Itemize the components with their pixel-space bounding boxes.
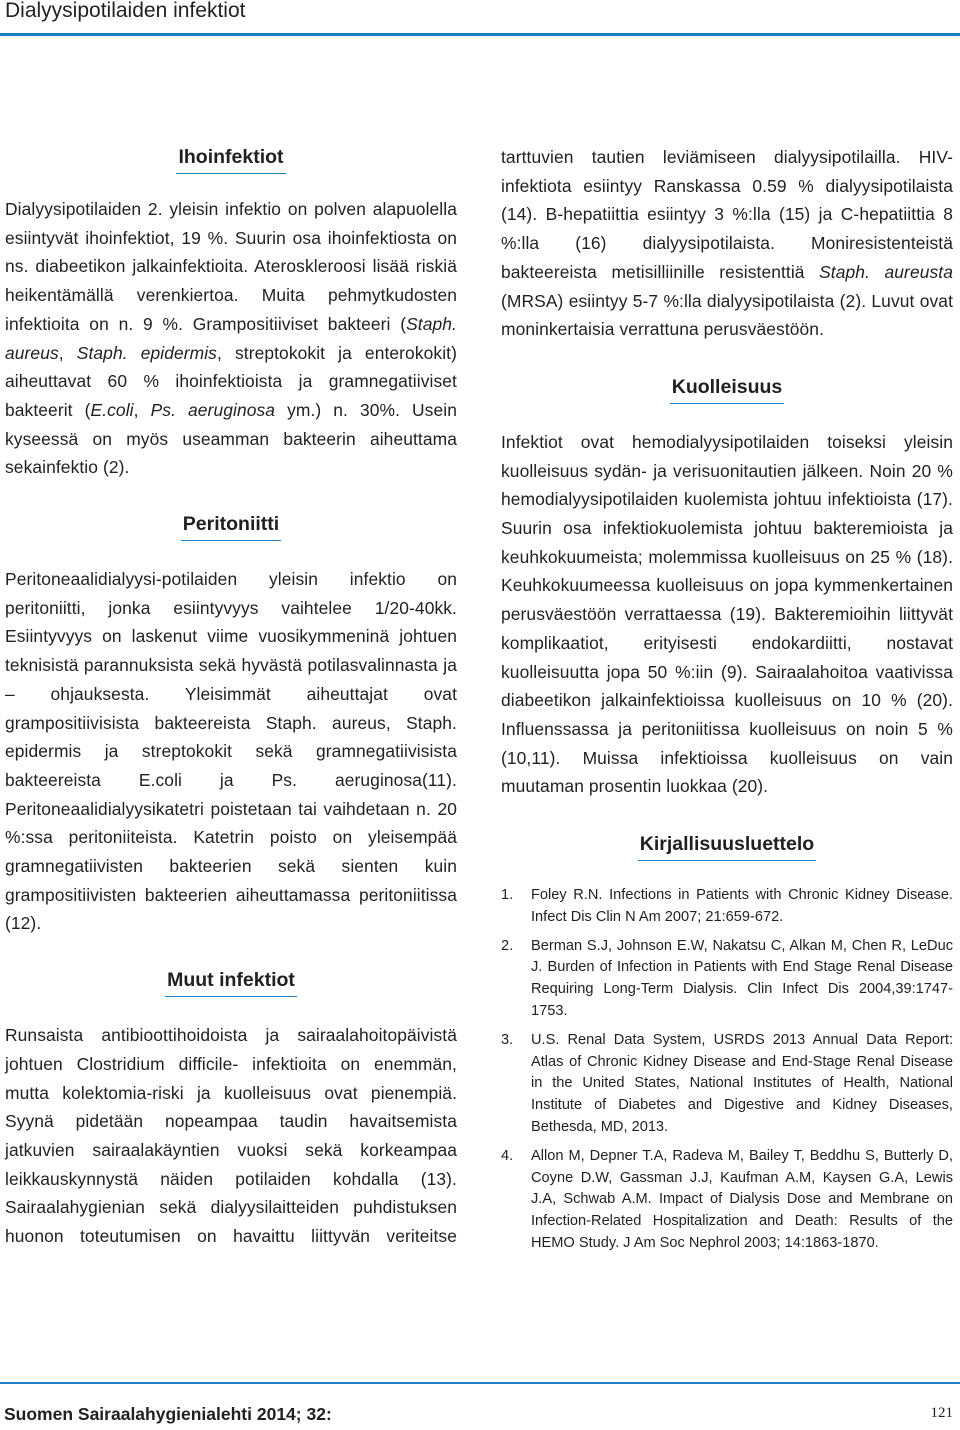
reference-text: Allon M, Depner T.A, Radeva M, Bailey T, Beddhu S, Butterly D, Coyne D.W, Gassman J.J, Kaufman A.M, Kaysen G.A, Lewis J.A, Schwab A.M. Impact of Dialysis Dose and Membrane on Infection-Related Hospitalization and Death: Results of the HEMO Study. J Am Soc Nephrol 2003; 14:1863-1870. [531, 1147, 953, 1252]
reference-item [501, 936, 953, 1023]
paragraph-other-infections: Runsaista antibioottihoidoista ja sairaalahoitopäivistä johtuen Clostridium difficile- infektioita on enemmän, mutta kolektomia-riski ja kuolleisuus ovat pienempiä. Syynä pidetään nopeampaa taudin havaitsemista jatkuvien sairaalakäyntien vuoksi sekä korkeampaa leikkauskynnystä näiden potilaiden kohdalla (13). Sairaalahygienian sekä dialyysilaitteiden puhdistuksen huonon toteutumisen on havaittu liittyvän veriteitse [5, 1025, 457, 1247]
reference-text: Berman S.J, Johnson E.W, Nakatsu C, Alkan M, Chen R, LeDuc J. Burden of Infection in Patients with End Stage Renal Disease Requiring Long-Term Dialysis. Clin Infect Dis 2004,39:1747-1753. [531, 937, 953, 1020]
header-rule [0, 33, 960, 36]
reference-item [501, 885, 953, 929]
reference-number: 3. [501, 1031, 514, 1048]
footer-journal-title: Suomen Sairaalahygienialehti 2014; 32: [4, 1404, 332, 1424]
reference-item [501, 1030, 953, 1139]
reference-list [501, 885, 953, 1255]
paragraph-mortality: Infektiot ovat hemodialyysipotilaiden toiseksi yleisin kuolleisuus sydän- ja verisuonitautien jälkeen. Noin 20 % hemodialyysipotilaiden kuolemista johtuu infektioista (17). Suurin osa infektiokuolemista johtuu bakteremioista ja keuhkokuumeista; molemmissa kuolleisuus on 25 % (18). Keuhkokuumeessa kuolleisuus on jopa kymmenkertainen perusväestöön verrattaessa (19). Bakteremioihin liittyvät komplikaatiot, erityisesti endokardiitti, nostavat kuolleisuutta jopa 50 %:iin (9). Sairaalahoitoa vaativissa diabeetikon jalkainfektioissa kuolleisuus on 10 % (20). Influenssassa ja peritoniitissa kuolleisuus on noin 5 % (10,11). Muissa infektioissa kuolleisuus on vain muutaman prosentin luokkaa (20). [501, 431, 953, 797]
reference-text: Foley R.N. Infections in Patients with Chronic Kidney Disease. Infect Dis Clin N Am 2007; 21:659-672. [531, 887, 953, 925]
heading-peritonitis: Peritoniitti [181, 510, 281, 541]
heading-references: Kirjallisuusluettelo [638, 830, 816, 861]
heading-other-infections: Muut infektiot [165, 966, 297, 997]
right-column [501, 143, 953, 1262]
reference-item [501, 1146, 953, 1255]
heading-mortality: Kuolleisuus [670, 373, 785, 404]
left-column [5, 143, 457, 1251]
reference-number: 1. [501, 887, 514, 904]
reference-number: 4. [501, 1147, 514, 1164]
page-number: 121 [930, 1405, 953, 1421]
running-title: Dialyysipotilaiden infektiot [5, 0, 246, 22]
paragraph-peritonitis: Peritoneaalidialyysi-potilaiden yleisin infektio on peritoniitti, jonka esiintyvyys vaihtelee 1/20-40kk. Esiintyvyys on laskenut viime vuosikymmeninä johtuen teknisistä parannuksista sekä hyvästä potilasvalinnasta ja – ohjauksesta. Yleisimmät aiheuttajat ovat grampositiivisista bakteereista Staph. aureus, Staph. epidermis ja streptokokit sekä gramnegatiivisista bakteereista E.coli ja Ps. aeruginosa(11). Peritoneaalidialyysikatetri poistetaan tai vaihdetaan n. 20 %:ssa peritoniiteista. Katetrin poisto on yleisempää gramnegatiivisten bakteerien sekä sienten kuin grampositiivisten bakteerien aiheuttamassa peritoniitissa (12). [5, 569, 457, 934]
reference-text: U.S. Renal Data System, USRDS 2013 Annual Data Report: Atlas of Chronic Kidney Disease and End-Stage Renal Disease in the United States, National Institutes of Health, National Institute of Diabetes and Digestive and Kidney Diseases, Bethesda, MD, 2013. [531, 1031, 953, 1136]
paragraph-continuation: tarttuvien tautien leviämiseen dialyysipotilailla. HIV-infektiota esiintyy Ranskassa 0.59 % dialyysipotilaista (14). B-hepatiittia esiintyy 3 %:lla (15) ja C-hepatiittia 8 %:lla (16) dialyysipotilaista. Moniresistenteistä bakteereista metisilliinille resistenttiä Staph. aureusta (MRSA) esiintyy 5-7 %:lla dialyysipotilaista (2). Luvut ovat moninkertaisia verrattuna perusväestöön. [501, 147, 953, 340]
paragraph-skin-infections: Dialyysipotilaiden 2. yleisin infektio on polven alapuolella esiintyvät ihoinfektiot, 19 %. Suurin osa ihoinfektiosta on ns. diabeetikon jalkainfektioita. Ateroskleroosi lisää riskiä heikentämällä verenkiertoa. Muita pehmytkudosten infektioita on n. 9 %. Grampositiiviset bakteeri (Staph. aureus, Staph. epidermis, streptokokit ja enterokokit) aiheuttavat 60 % ihoinfektioista ja gramnegatiiviset bakteerit (E.coli, Ps. aeruginosa ym.) n. 30%. Usein kyseessä on myös useamman bakteerin aiheuttama sekainfektio (2). [5, 199, 457, 478]
footer-rule [0, 1382, 960, 1384]
reference-number: 2. [501, 937, 514, 954]
heading-skin-infections: Ihoinfektiot [176, 143, 285, 174]
